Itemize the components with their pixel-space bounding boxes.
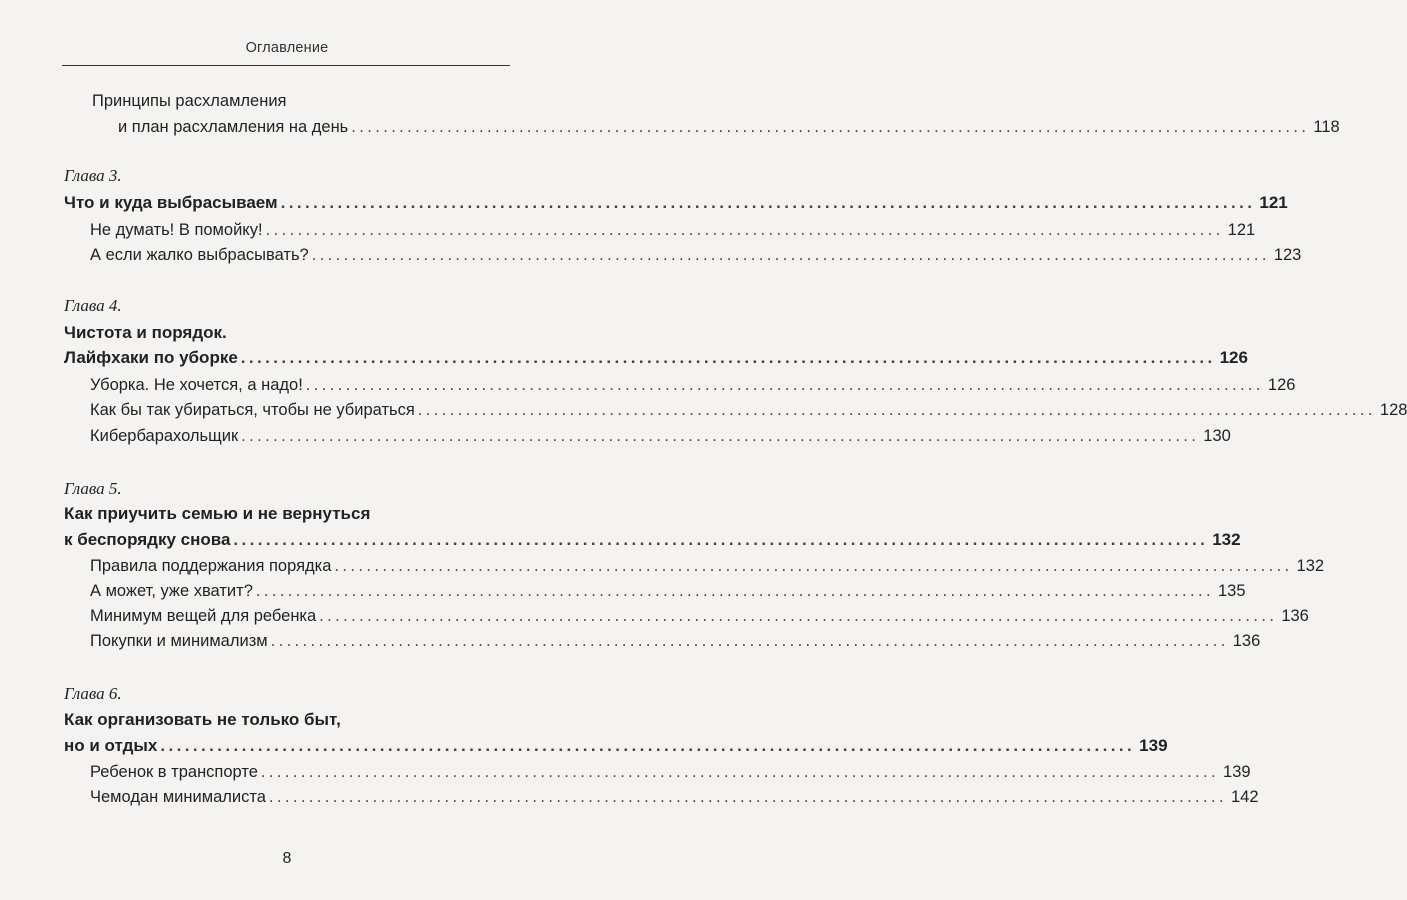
dot-leader: ........................................................................................................................ [240,348,1216,367]
dot-leader: ........................................................................................................................ [319,607,1278,625]
dot-leader: ........................................................................................................................ [270,632,1229,650]
chapter-title-entry [0,503,510,525]
dot-leader: ........................................................................................................................ [280,193,1256,212]
toc-entry [0,630,1261,652]
toc-entry-title: Не думать! В помойку! [90,221,263,239]
chapter-label: Глава 6. [64,684,122,703]
chapter-title-entry [0,529,1241,551]
toc-page-number: 121 [1259,193,1288,212]
toc-entry [0,786,1259,808]
toc-entry [0,374,1296,396]
dot-leader: ........................................................................................................................ [268,788,1227,806]
toc-page-number: 135 [1217,582,1246,600]
toc-page-number: 128 [1379,401,1407,419]
chapter-title: Чистота и порядок. [64,323,227,342]
toc-entry-title: Уборка. Не хочется, а надо! [90,376,303,394]
toc-page-number: 132 [1296,557,1325,575]
chapter-title-entry [0,192,1288,214]
toc-entry-title: А если жалко выбрасывать? [90,246,309,264]
toc-page-number: 132 [1212,530,1241,549]
chapter-label: Глава 4. [64,296,122,315]
toc-entry [0,425,1231,447]
toc-page-number: 123 [1273,246,1302,264]
chapter-title: Как организовать не только быт, [64,710,341,729]
toc-page-number: 130 [1203,427,1231,445]
chapter-title-entry [0,322,510,344]
page-number: 8 [282,850,292,867]
toc-entry-title: Ребенок в транспорте [90,763,258,781]
toc-entry [0,605,1309,627]
toc-entry-title: Принципы расхламления [92,92,287,110]
dot-leader: ........................................................................................................................ [311,246,1270,264]
toc-entry-title: Покупки и минимализм [90,632,268,650]
toc-entry-title: Чемодан минималиста [90,788,266,806]
chapter-title: Как приучить семью и не вернуться [64,504,371,523]
toc-entry [0,244,1302,266]
dot-leader: ........................................................................................................................ [255,582,1214,600]
toc-page-number: 136 [1281,607,1309,625]
toc-entry-title: Правила поддержания порядка [90,557,332,575]
toc-entry [0,399,1407,421]
dot-leader: ........................................................................................................................ [334,557,1293,575]
toc-entry [0,116,1340,138]
chapter-label: Глава 5. [64,479,122,498]
toc-entry-title: Кибербарахольщик [90,427,239,445]
toc-page-number: 118 [1313,118,1340,136]
toc-entry [0,219,1256,241]
dot-leader: ........................................................................................................................ [160,736,1136,755]
toc-page-number: 136 [1232,632,1261,650]
dot-leader: ........................................................................................................................ [417,401,1376,419]
toc-entry-title: и план расхламления на день [118,118,349,136]
chapter-label: Глава 3. [64,166,122,185]
chapter-title: Лайфхаки по уборке [64,348,238,367]
toc-page-number: 139 [1139,736,1168,755]
running-header: Оглавление [245,40,329,56]
toc-entry-title: А может, уже хватит? [90,582,253,600]
toc-entry-title: Как бы так убираться, чтобы не убираться [90,401,415,419]
toc-page-number: 126 [1267,376,1296,394]
toc-entry [0,555,1325,577]
chapter-title-entry [0,347,1248,369]
dot-leader: ........................................................................................................................ [241,427,1200,445]
dot-leader: ........................................................................................................................ [233,530,1209,549]
toc-entry [0,761,1251,783]
dot-leader: ........................................................................................................................ [351,118,1310,136]
toc-entry [0,580,1246,602]
chapter-title-entry [0,735,1168,757]
toc-entry [0,90,510,112]
toc-entry-title: Минимум вещей для ребенка [90,607,317,625]
chapter-title: Что и куда выбрасываем [64,193,278,212]
toc-page-number: 139 [1223,763,1251,781]
chapter-title: к беспорядку снова [64,530,231,549]
chapter-title-entry [0,709,510,731]
toc-page-number: 142 [1231,788,1259,806]
dot-leader: ........................................................................................................................ [260,763,1220,781]
toc-page-number: 126 [1219,348,1248,367]
chapter-title: но и отдых [64,736,158,755]
toc-page-number: 121 [1227,221,1256,239]
dot-leader: ........................................................................................................................ [265,221,1224,239]
dot-leader: ........................................................................................................................ [305,376,1264,394]
